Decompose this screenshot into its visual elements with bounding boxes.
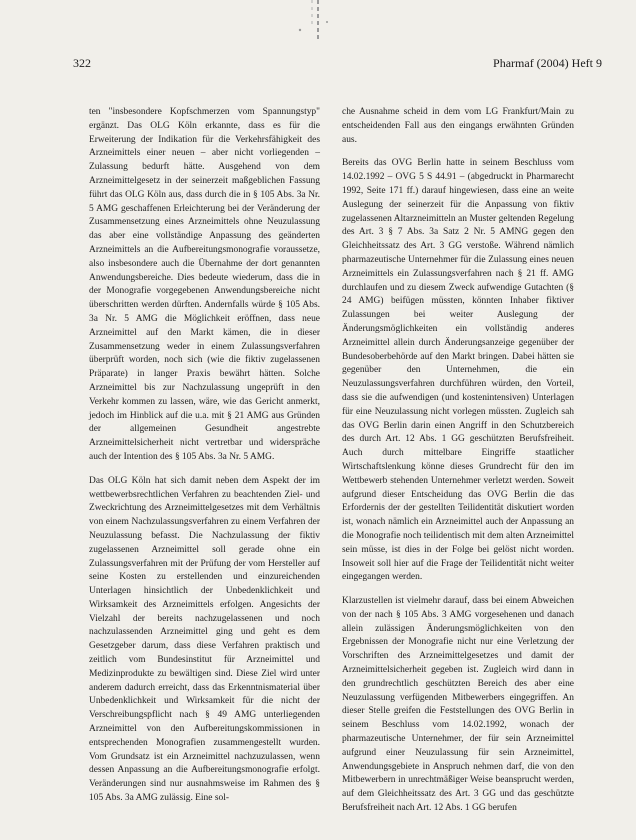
paragraph: Klarzustellen ist vielmehr darauf, dass bei einem Abweichen von der nach § 105 Abs. 3 AMG vorgesehenen und danach allein zulässigen Änderungsmöglichkeiten von den Ergebnissen der Monografie nicht nur eine Verletzung der Vorschriften des Arzneimittelgesetzes und damit der Arzneimittelsicherheit gegeben ist. Zugleich wird dann in den grundrechtlich geschützten Bereich des aber eine Neuzulassung verfügenden Mitbewerbers eingegriffen. An dieser Stelle greifen die Feststellungen des OVG Berlin in seinem Beschluss vom 14.02.1992, wonach der pharmazeutische Unternehmer, der für sein Arzneimittel aufgrund einer Neuzulassung für sein Arzneimittel, Anwendungsgebiete in Anspruch nehmen darf, die von den Mitbewerbern in unrechtmäßiger Weise beansprucht werden, auf dem Gleichheitssatz des Art. 3 GG und das geschützte Berufsfreiheit nach Art. 12 Abs. 1 GG berufen	[342, 596, 574, 814]
scan-speck	[299, 29, 301, 31]
paragraph: Das OLG Köln hat sich damit neben dem Aspekt der im wettbewerbsrechtlichen Verfahren zu beachtenden Ziel- und Zweckrichtung des Arzneimittelgesetzes mit dem Verhältnis von einem Nachzulassungsverfahren zu einem Verfahren der Neuzulassung befasst. Die Nachzulassung der fiktiv zugelassenen Arzneimittel soll gerade ohne ein Zulassungsverfahren mit der Prüfung der vom Hersteller auf seine Kosten zu erstellenden und einzureichenden Unterlagen hinsichtlich der Unbedenklichkeit und Wirksamkeit des Arzneimittels erfolgen. Angesichts der Vielzahl der bereits nachzugelassenen und noch nachzulassenden Arzneimittel ging und geht es dem Gesetzgeber darum, dass diese Verfahren praktisch und zeitlich vom Bundesinstitut für Arzneimittel und Medizinprodukte zu bewältigen sind. Diese Ziel wird unter anderem dadurch erreicht, dass das Erkenntnismaterial über Unbedenklichkeit und Wirksamkeit für die nicht der Verschreibungspflicht nach § 49 AMG unterliegenden Arzneimittel von den Aufbereitungskommissionen in entsprechenden Monografien zusammengestellt wurden. Vom Grundsatz ist ein Arzneimittel nachzuzulassen, wenn dessen Anpassung an die Aufbereitungsmonografie erfolgt. Veränderungen sind nur ausnahmsweise im Rahmen des § 105 Abs. 3a AMG zulässig. Eine sol-	[89, 475, 320, 804]
paragraph: Bereits das OVG Berlin hatte in seinem Beschluss vom 14.02.1992 – OVG 5 S 44.91 – (abgedruckt in Pharmarecht 1992, Seite 171 ff.) darauf hingewiesen, dass eine an weite Auslegung der seinerzeit für die Anpassung von fiktiv zugelassenen Altarzneimitteln an Muster geltenden Regelung des Art. 3 § 7 Abs. 3a Satz 2 Nr. 5 AMNG gegen den Gleichheitssatz des Art. 3 GG verstoße. Während nämlich pharmazeutische Unternehmer für die Zulassung eines neuen Arzneimittels ein Zulassungsverfahren nach § 21 ff. AMG durchlaufen und zu diesem Zweck aufwendige Gutachten (§ 24 AMG) beifügen müssten, könnten Inhaber fiktiver Zulassungen bei weiter Auslegung der Änderungsmöglichkeiten ein vollständig anderes Arzneimittel allein durch Änderungsanzeige gegenüber der Bundesoberbehörde auf den Markt bringen. Dabei hätten sie gegenüber den Unternehmen, die ein Neuzulassungsverfahren durchführen würden, den Vorteil, dass sie die aufwendigen (und kostenintensiven) Unterlagen für eine Neuzulassung nicht vorlegen müssten. Zugleich sah das OVG Berlin darin einen Angriff in den Schutzbereich des durch Art. 12 Abs. 1 GG geschützten Berufsfreiheit. Auch durch mittelbare Eingriffe staatlicher Wirtschaftslenkung könne dieses Grundrecht für den im Wettbewerb stehenden Unternehmer verletzt werden. Soweit aufgrund dieser Entscheidung das OVG Berlin die das Erfordernis der der gestellten Teilidentität diskutiert worden ist, wonach nämlich ein Arzneimittel auch der Anpassung an die Monografie noch teilidentisch mit dem alten Arzneimittel sein müsse, ist dies in der Folge bei gelöst nicht worden. Insoweit soll hier auf die Frage der Teilidentität nicht weiter eingegangen werden.	[342, 158, 574, 583]
left-column	[89, 106, 320, 816]
running-header: Pharmaf (2004) Heft 9	[493, 56, 602, 70]
scan-speck	[326, 21, 328, 23]
paragraph: che Ausnahme scheid in dem vom LG Frankfurt/Main zu entscheidenden Fall aus den eingangs erwähnten Gründen aus.	[342, 107, 574, 145]
page-number: 322	[73, 56, 91, 70]
right-column	[342, 106, 574, 826]
paragraph: ten "insbesondere Kopfschmerzen vom Spannungstyp" ergänzt. Das OLG Köln erkannte, dass es für die Erweiterung der Indikation für die Verkehrsfähigkeit des Arzneimittels einer neuen – aber nicht vorliegenden – Zulassung bedurft hätte. Ausgehend von dem Arzneimittelgesetz in der seinerzeit maßgeblichen Fassung führt das OLG Köln aus, dass durch die in § 105 Abs. 3a Nr. 5 AMG geschaffenen Erleichterung bei der Veränderung der Zusammensetzung eines Arzneimittels ohne Neuzulassung das aber eine vollständige Anpassung des geänderten Arzneimittels an die Aufbereitungsmonografie voraussetze, also insbesondere auch die Übernahme der dort genannten Anwendungsbereiche. Dies bedeute wiederum, dass die in der Monografie vorgegebenen Anwendungsbereiche nicht überschritten werden dürften. Andernfalls würde § 105 Abs. 3a Nr. 5 AMG die Möglichkeit eröffnen, dass neue Arzneimittel auf den Markt kämen, die in dieser Zusammensetzung weder in einem Zulassungsverfahren überprüft worden, noch sich (wie die fiktiv zugelassenen Präparate) in langer Praxis bewährt hätten. Solche Arzneimittel bis zur Nachzulassung ungeprüft in den Verkehr kommen zu lassen, wäre, wie das Gericht anmerkt, jedoch im Hinblick auf die u.a. mit § 21 AMG aus Gründen der allgemeinen Gesundheit angestrebte Arzneimittelsicherheit nicht vertretbar und widerspräche auch der Intention des § 105 Abs. 3a Nr. 5 AMG.	[89, 107, 320, 462]
